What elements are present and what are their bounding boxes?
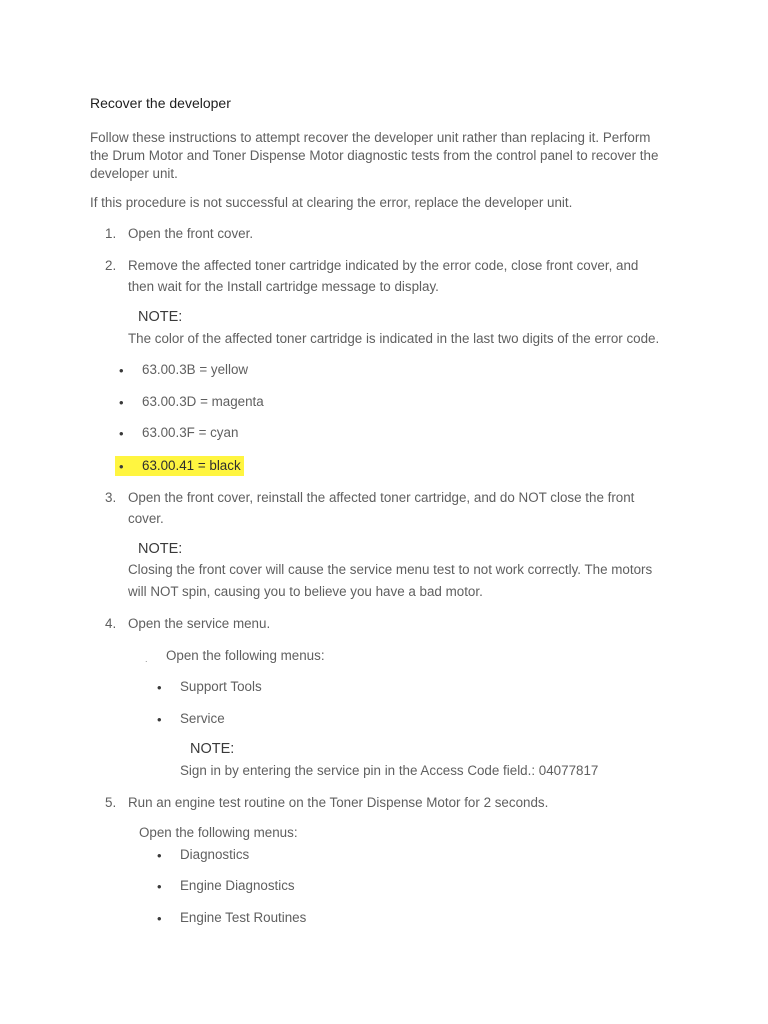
note-title: NOTE: xyxy=(138,309,183,325)
menu-item: Engine Diagnostics xyxy=(180,878,295,893)
error-code-item: 63.00.41 = black xyxy=(142,458,241,473)
error-code-item: 63.00.3D = magenta xyxy=(142,394,264,409)
step-text: Run an engine test routine on the Toner Dispense Motor for 2 seconds. xyxy=(128,795,549,810)
sub-list-marker: . xyxy=(145,654,148,664)
error-code-item: 63.00.3F = cyan xyxy=(142,425,239,440)
intro-line: Follow these instructions to attempt recover the developer unit rather than replacing it. Perform xyxy=(90,130,651,145)
step-text: then wait for the Install cartridge message to display. xyxy=(128,279,439,294)
bullet-icon: • xyxy=(157,848,162,863)
step-number: 3. xyxy=(105,490,117,505)
bullet-icon: • xyxy=(157,712,162,727)
step-number: 5. xyxy=(105,795,117,810)
bullet-icon: • xyxy=(157,879,162,894)
step-text: Remove the affected toner cartridge indicated by the error code, close front cover, and xyxy=(128,258,639,273)
error-code-item: 63.00.3B = yellow xyxy=(142,362,249,377)
note-title: NOTE: xyxy=(190,741,235,757)
step-text: cover. xyxy=(128,511,164,526)
step-text: Open the front cover, reinstall the affected toner cartridge, and do NOT close the front xyxy=(128,490,635,505)
menu-item: Support Tools xyxy=(180,679,262,694)
step-text: Open the service menu. xyxy=(128,616,271,631)
step-number: 1. xyxy=(105,226,117,241)
note-text: The color of the affected toner cartridge is indicated in the last two digits of the error code. xyxy=(128,331,660,346)
menu-item: Service xyxy=(180,711,225,726)
bullet-icon: • xyxy=(119,363,124,378)
note-text: will NOT spin, causing you to believe you have a bad motor. xyxy=(128,584,483,599)
section-heading: Recover the developer xyxy=(90,95,231,111)
step-number: 2. xyxy=(105,258,117,273)
bullet-icon: • xyxy=(119,395,124,410)
step-text: Open the front cover. xyxy=(128,226,254,241)
note-text: Closing the front cover will cause the service menu test to not work correctly. The motors xyxy=(128,562,653,577)
sub-intro: Open the following menus: xyxy=(166,648,325,663)
bullet-icon: • xyxy=(157,680,162,695)
menu-item: Diagnostics xyxy=(180,847,250,862)
menu-item: Engine Test Routines xyxy=(180,910,307,925)
note-title: NOTE: xyxy=(138,541,183,557)
step-number: 4. xyxy=(105,616,117,631)
bullet-icon: • xyxy=(119,459,124,474)
sub-intro: Open the following menus: xyxy=(139,825,298,840)
note-text: Sign in by entering the service pin in the Access Code field.: 04077817 xyxy=(180,763,599,778)
bullet-icon: • xyxy=(119,426,124,441)
bullet-icon: • xyxy=(157,911,162,926)
fallback-text: If this procedure is not successful at clearing the error, replace the developer unit. xyxy=(90,195,573,210)
intro-line: the Drum Motor and Toner Dispense Motor diagnostic tests from the control panel to recover the xyxy=(90,148,659,163)
intro-line: developer unit. xyxy=(90,166,178,181)
